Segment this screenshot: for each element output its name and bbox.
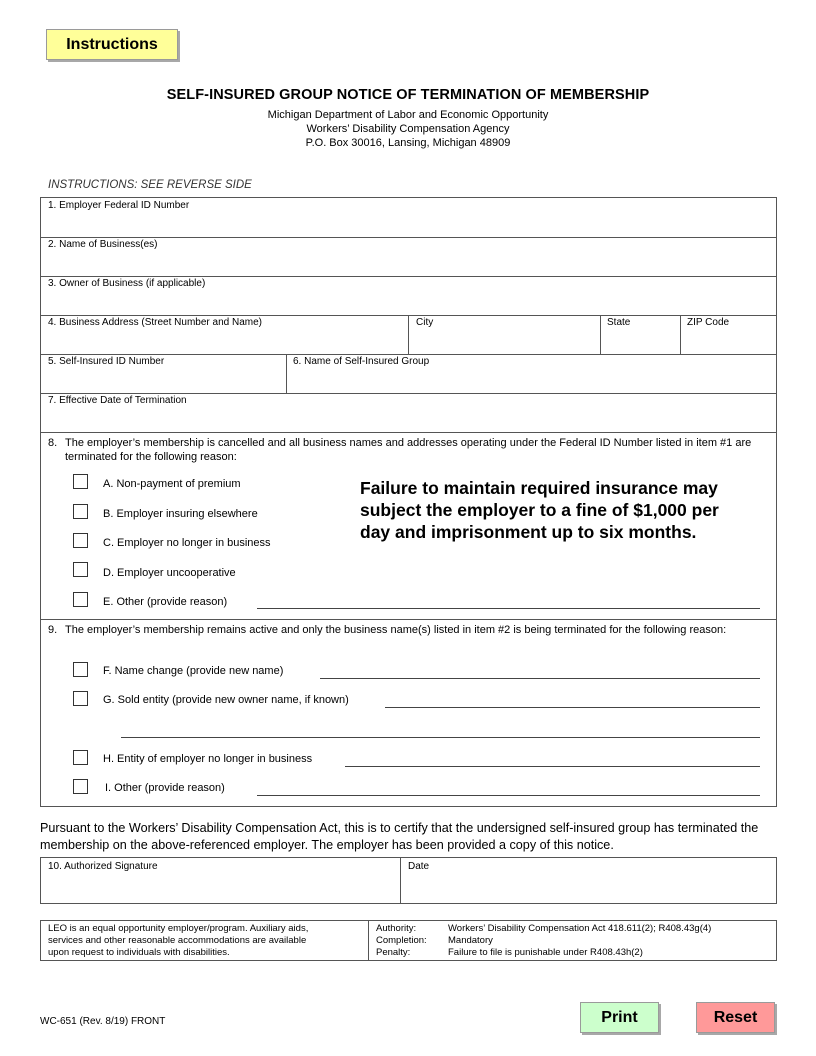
city-field[interactable]: City [416,317,434,328]
row-divider [41,393,776,394]
col-divider [600,315,601,354]
other-reason-8-input[interactable] [257,608,760,609]
authority-label: Authority: [376,923,417,934]
row-divider [41,432,776,433]
eeo-statement-line-3: upon request to individuals with disabilities. [48,947,230,958]
self-insured-id-field[interactable]: 5. Self-Insured ID Number [48,356,165,367]
other-reason-9-input[interactable] [257,795,760,796]
checkbox-other-8[interactable] [73,592,88,607]
option-label-entity-no-longer-in-business: H. Entity of employer no longer in business [103,753,313,765]
col-divider [286,354,287,393]
form-number: WC-651 (Rev. 8/19) FRONT [40,1016,166,1027]
checkbox-sold-entity[interactable] [73,691,88,706]
option-label-uncooperative: D. Employer uncooperative [103,567,236,579]
item-9-number: 9. [48,624,58,636]
checkbox-no-longer-in-business[interactable] [73,533,88,548]
signature-date-field[interactable]: Date [408,861,430,872]
item-8-text: The employer’s membership is cancelled and all business names and addresses operating under the Federal ID Number listed in item #1 are terminated for the following reason: [65,437,752,463]
print-button[interactable]: Print [580,1002,659,1033]
agency-name: Workers’ Disability Compensation Agency [306,123,510,135]
agency-address: P.O. Box 30016, Lansing, Michigan 48909 [305,137,511,149]
business-owner-field[interactable]: 3. Owner of Business (if applicable) [48,278,206,289]
row-divider [41,276,776,277]
col-divider [368,921,369,960]
business-name-field[interactable]: 2. Name of Business(es) [48,239,158,250]
signature-section [40,857,777,904]
instructions-note: INSTRUCTIONS: SEE REVERSE SIDE [48,179,252,191]
completion-value: Mandatory [448,935,493,946]
new-owner-input[interactable] [385,707,760,708]
penalty-value: Failure to file is punishable under R408.43h(2) [448,947,643,958]
authorized-signature-field[interactable]: 10. Authorized Signature [48,861,158,872]
checkbox-uncooperative[interactable] [73,562,88,577]
option-label-name-change: F. Name change (provide new name) [103,665,284,677]
instructions-button[interactable]: Instructions [46,29,178,60]
state-field[interactable]: State [607,317,631,328]
col-divider [680,315,681,354]
form-title: SELF-INSURED GROUP NOTICE OF TERMINATION OF MEMBERSHIP [166,87,650,103]
checkbox-entity-no-longer-in-business[interactable] [73,750,88,765]
authority-value: Workers’ Disability Compensation Act 418.611(2); R408.43g(4) [448,923,712,934]
eeo-statement-line-1: LEO is an equal opportunity employer/program. Auxiliary aids, [48,923,309,934]
department-name: Michigan Department of Labor and Economic Opportunity [267,109,549,121]
entity-no-longer-in-business-input[interactable] [345,766,760,767]
row-divider [41,354,776,355]
row-divider [41,237,776,238]
business-address-field[interactable]: 4. Business Address (Street Number and Name) [48,317,262,328]
checkbox-other-9[interactable] [73,779,88,794]
new-owner-input-line-2[interactable] [121,737,760,738]
penalty-warning: Failure to maintain required insurance may subject the employer to a fine of $1,000 per day and imprisonment up to six months. [360,478,719,542]
checkbox-nonpayment[interactable] [73,474,88,489]
checkbox-insuring-elsewhere[interactable] [73,504,88,519]
option-label-other-8: E. Other (provide reason) [103,596,228,608]
item-8-number: 8. [48,437,58,449]
col-divider [408,315,409,354]
option-label-sold-entity: G. Sold entity (provide new owner name, if known) [103,694,349,706]
eeo-statement-line-2: services and other reasonable accommodations are available [48,935,307,946]
checkbox-name-change[interactable] [73,662,88,677]
option-label-other-9: I. Other (provide reason) [105,782,225,794]
item-9-text: The employer’s membership remains active and only the business name(s) listed in item #2 is being terminated for the following reason: [65,624,727,636]
effective-date-field[interactable]: 7. Effective Date of Termination [48,395,187,406]
option-label-nonpayment: A. Non-payment of premium [103,478,241,490]
option-label-insuring-elsewhere: B. Employer insuring elsewhere [103,508,258,520]
employer-federal-id-field[interactable]: 1. Employer Federal ID Number [48,200,190,211]
new-name-input[interactable] [320,678,760,679]
row-divider [41,619,776,620]
completion-label: Completion: [376,935,427,946]
self-insured-group-field[interactable]: 6. Name of Self-Insured Group [293,356,430,367]
zip-code-field[interactable]: ZIP Code [687,317,730,328]
certification-statement: Pursuant to the Workers’ Disability Compensation Act, this is to certify that the undersigned self-insured group has terminated the membership on the above-referenced employer. The employer has been provided a copy of this notice. [40,821,759,852]
reset-button[interactable]: Reset [696,1002,775,1033]
penalty-label: Penalty: [376,947,411,958]
col-divider [400,858,401,903]
legal-info-section [40,920,777,961]
option-label-no-longer-in-business: C. Employer no longer in business [103,537,271,549]
